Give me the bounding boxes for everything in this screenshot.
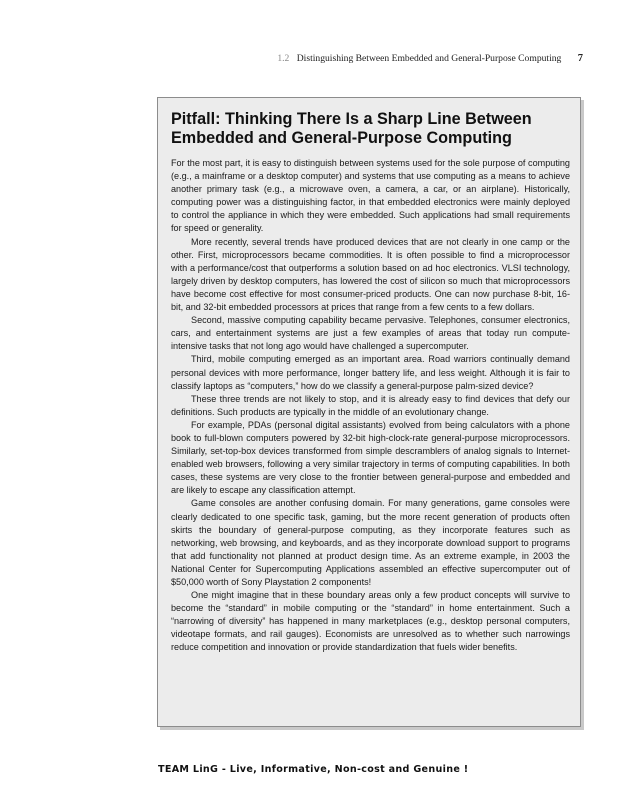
paragraph-7: Game consoles are another confusing domain. For many generations, game consoles were clearly dedicated to one specific task, gaming, but the more recent generation of products often skirts the boundary of general-purpose computing, as they incorporate features such as networking, web browsing, and keyboards, and as they incorporate download support to programs that add functionality not planned at product design time. As an extreme example, in 2003 the National Center for Supercomputing Applications assembled an effective supercomputer out of $50,000 worth of Sony Playstation 2 components! [171,498,570,587]
paragraph-8: One might imagine that in these boundary areas only a few product concepts will survive to become the “standard” in mobile computing or the “standard” in home entertainment. Such a “narrowing of diversity” has happened in many marketplaces (e.g., desktop personal computers, videotape formats, and rail gauges). Economists are unresolved as to whether such narrowings reduce competition and innovation or provide standardization that fuels wider benefits. [171,590,570,653]
pitfall-title [171,110,570,147]
pitfall-body [171,157,570,655]
pitfall-title-line-2: Embedded and General-Purpose Computing [171,128,512,147]
paragraph-4: Third, mobile computing emerged as an important area. Road warriors continually demand personal devices with more performance, longer battery life, and less weight. Although it is fair to classify laptops as “computers,” how do we classify a general-purpose palm-sized device? [171,354,570,391]
footer-watermark: TEAM LinG - Live, Informative, Non-cost and Genuine ! [158,764,469,775]
pitfall-box [157,97,581,727]
paragraph-6: For example, PDAs (personal digital assistants) evolved from being calculators with a phone book to full-blown computers powered by 32-bit high-clock-rate general-purpose microprocessors. Similarly, set-top-box devices transformed from simple descramblers of analog signals to Internet-enabled web browsers, following a very similar trajectory in terms of computing capabilities. In both cases, these systems are very close to the frontier between general-purpose and embedded and are likely to escape any classification attempt. [171,419,570,496]
page-number: 7 [577,53,583,64]
section-title: Distinguishing Between Embedded and General-Purpose Computing [296,53,562,64]
section-number: 1.2 [277,53,290,64]
pitfall-title-line-1: Pitfall: Thinking There Is a Sharp Line Between [171,110,532,128]
paragraph-5: These three trends are not likely to stop, and it is already easy to find devices that defy our definitions. Such products are typically in the middle of an evolutionary change. [171,393,570,417]
paragraph-1: For the most part, it is easy to distinguish between systems used for the sole purpose of computing (e.g., a mainframe or a desktop computer) and systems that use computing as a means to achieve another primary task (e.g., a microwave oven, a camera, a car, or an airplane). Historically, computing power was a distinguishing factor, in that embedded electronics were mainly deployed to control the appliance in which they were embedded. Such applications had small requirements for speed or generality. [171,158,570,234]
paragraph-2: More recently, several trends have produced devices that are not clearly in one camp or the other. First, microprocessors became commodities. It is often possible to find a microprocessor with a performance/cost that outperforms a solution based on ad hoc electronics. VLSI technology, largely driven by desktop computers, has lowered the cost of silicon so much that microprocessors have become cost effective for most consumer-priced products. One can now purchase 8-bit, 16-bit, and 32-bit embedded processors at prices that range from a few cents to a few dollars. [171,236,570,313]
running-head [277,53,583,64]
paragraph-3: Second, massive computing capability became pervasive. Telephones, consumer electronics, cars, and entertainment systems are just a few examples of areas that today run compute-intensive tasks that not long ago would have challenged a supercomputer. [171,315,570,352]
